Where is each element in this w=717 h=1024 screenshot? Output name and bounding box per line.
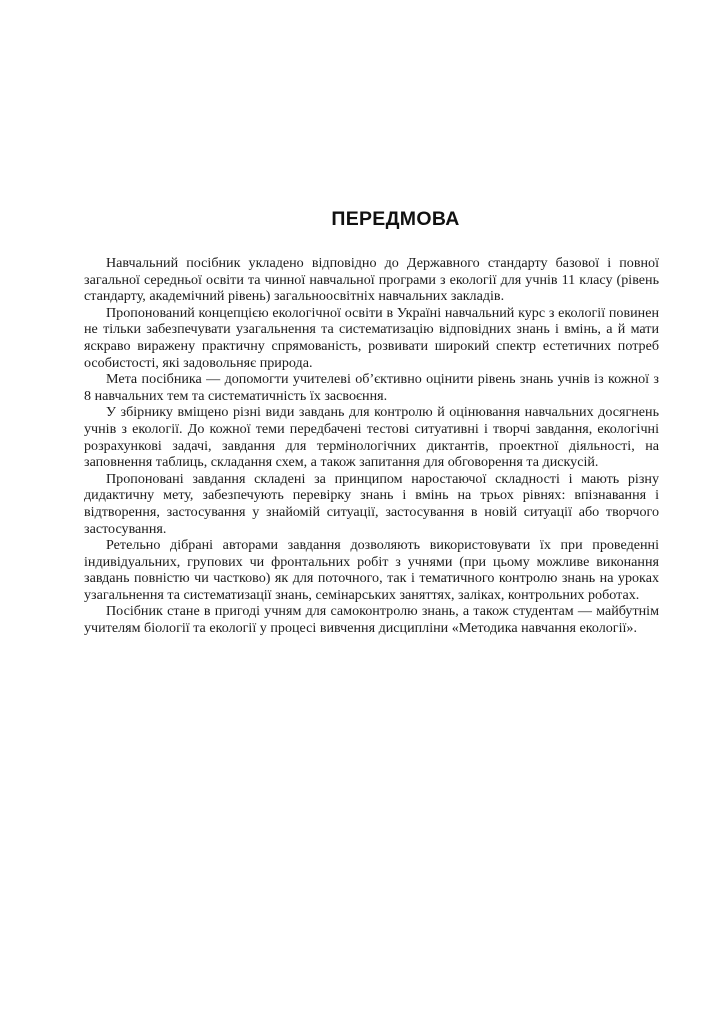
paragraph-6: Ретельно дібрані авторами завдання дозволяють використовувати їх при проведенні індивідуальних, групових чи фронтальних робіт з учнями (при цьому можливе виконання завдань повністю чи частково) як для поточного, так і тематичного контролю знань на уроках узагальнення та систематизації знань, семінарських заняттях, заліках, контрольних роботах.: [84, 537, 659, 603]
paragraph-5: Пропоновані завдання складені за принципом наростаючої складності і мають різну дидактичну мету, забезпечують перевірку знань і вмінь на трьох рівнях: впізнавання і відтворення, застосування у знайомій ситуації, застосування в новій ситуації або творчого застосування.: [84, 470, 659, 537]
page-title: ПЕРЕДМОВА: [331, 208, 460, 230]
paragraph-3: Мета посібника — допомогти учителеві об’єктивно оцінити рівень знань учнів із кожної з 8 навчальних тем та систематичність їх засвоєння.: [84, 371, 659, 404]
paragraph-2: Пропонований концепцією екологічної освіти в Україні навчальний курс з екології повинен не тільки забезпечувати узагальнення та систематизацію відповідних знань і вмінь, а й мати яскраво виражену практичну спрямованість, розвивати широкий спектр естетичних потреб особистості, які задовольняє природа.: [84, 304, 659, 371]
paragraph-7: Посібник стане в пригоді учням для самоконтролю знань, а також студентам — майбутнім учителям біології та екології у процесі вивчення дисципліни «Методика навчання екології».: [84, 603, 659, 637]
preface-body: [84, 255, 659, 637]
document-page: [84, 208, 659, 637]
paragraph-4: У збірнику вміщено різні види завдань для контролю й оцінювання навчальних досягнень учнів з екології. До кожної теми передбачені тестові ситуативні і творчі завдання, екологічні розрахункові задачі, завдання для термінологічних диктантів, проектної діяльності, на заповнення таблиць, складання схем, а також запитання для обговорення та дискусій.: [84, 404, 659, 471]
paragraph-1: Навчальний посібник укладено відповідно до Державного стандарту базової і повної загальної середньої освіти та чинної навчальної програми з екології для учнів 11 класу (рівень стандарту, академічний рівень) загальноосвітніх навчальних закладів.: [84, 255, 659, 305]
